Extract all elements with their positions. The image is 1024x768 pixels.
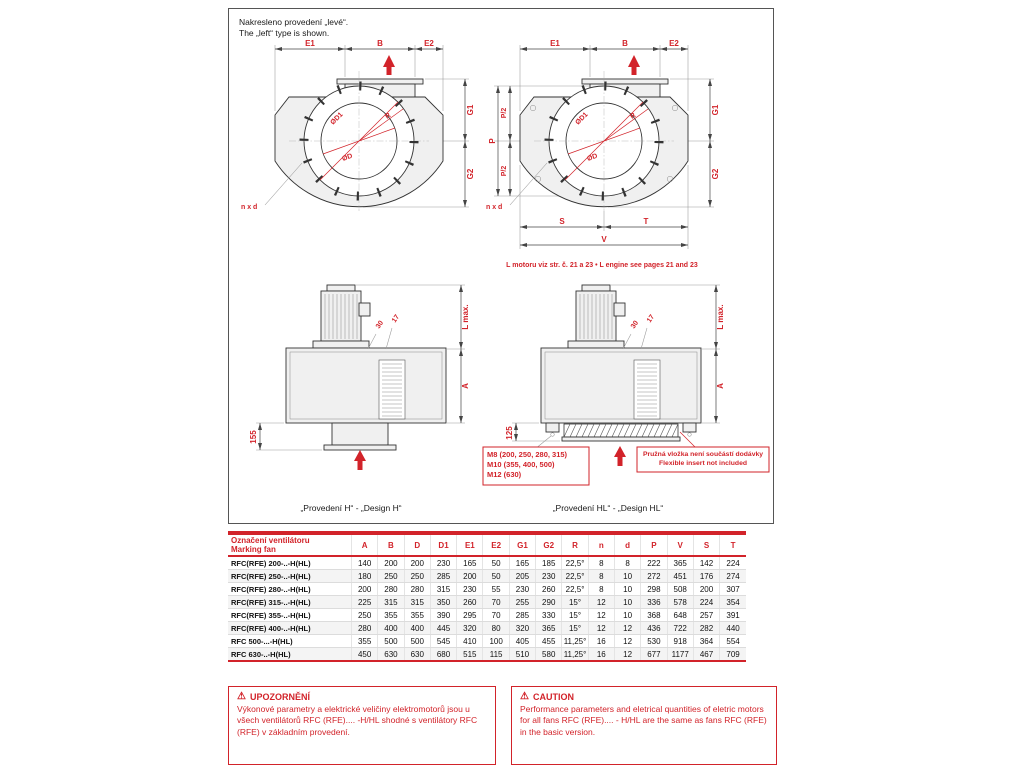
dim-value: 580 — [536, 648, 562, 662]
dim-label-g1: G1 — [711, 104, 720, 116]
fan-name: RFC 630-..-H(HL) — [228, 648, 352, 662]
motor — [568, 285, 625, 348]
dim-label-g1: G1 — [466, 104, 475, 116]
table-row — [228, 622, 746, 635]
dim-value: 709 — [720, 648, 746, 662]
fan-name: RFC(RFE) 250-..-H(HL) — [228, 570, 352, 583]
dim-value: 500 — [404, 635, 430, 648]
fan-name: RFC(RFE) 355-..-H(HL) — [228, 609, 352, 622]
dim-value: 12 — [588, 596, 614, 609]
dim-value: 12 — [614, 622, 640, 635]
dim-label-b: B — [622, 39, 628, 48]
dim-value: 22,5° — [562, 570, 588, 583]
dim-value: 12 — [614, 635, 640, 648]
dim-value: 22,5° — [562, 583, 588, 596]
dim-value: 554 — [720, 635, 746, 648]
dim-value: 115 — [483, 648, 509, 662]
bolt-note-line3: M12 (630) — [487, 470, 522, 479]
dim-value: 70 — [483, 596, 509, 609]
dim-value: 400 — [404, 622, 430, 635]
dim-value: 10 — [614, 570, 640, 583]
dim-value: 285 — [430, 570, 456, 583]
dim-value: 391 — [720, 609, 746, 622]
dim-value: 315 — [378, 596, 404, 609]
dim-label-e2: E2 — [424, 39, 434, 48]
dim-label-d1: ØD1 — [574, 111, 590, 127]
column-header-d: D — [404, 533, 430, 556]
airflow-arrow-icon — [614, 446, 626, 466]
dim-value: 16 — [588, 635, 614, 648]
dim-value: 648 — [667, 609, 693, 622]
bolt-note-line1: M8 (200, 250, 280, 315) — [487, 450, 568, 459]
dim-value: 176 — [693, 570, 719, 583]
dim-value: 50 — [483, 570, 509, 583]
dim-label-nxd: n x d — [486, 204, 503, 211]
dim-value: 282 — [693, 622, 719, 635]
dim-value: 354 — [720, 596, 746, 609]
dim-value: 165 — [457, 556, 483, 570]
dim-label-30: 30 — [629, 319, 641, 331]
dim-value: 1177 — [667, 648, 693, 662]
dim-value: 12 — [588, 622, 614, 635]
column-header-v: V — [667, 533, 693, 556]
column-header-r: R — [562, 533, 588, 556]
dim-value: 295 — [457, 609, 483, 622]
dim-label-d1: ØD1 — [329, 111, 345, 127]
dim-value: 410 — [457, 635, 483, 648]
dim-label-125: 125 — [505, 426, 514, 440]
fan-housing-top-view — [275, 55, 443, 211]
dim-value: 274 — [720, 570, 746, 583]
dim-value: 315 — [430, 583, 456, 596]
dim-value: 225 — [352, 596, 378, 609]
warning-box-cz — [228, 686, 496, 765]
dim-value: 545 — [430, 635, 456, 648]
dim-value: 142 — [693, 556, 719, 570]
fan-housing-top-view — [520, 55, 688, 211]
dim-label-r: R — [384, 112, 393, 121]
dim-value: 230 — [430, 556, 456, 570]
dim-label-e1: E1 — [550, 39, 560, 48]
fan-name: RFC(RFE) 200-..-H(HL) — [228, 556, 352, 570]
dim-label-17: 17 — [645, 313, 657, 325]
side-view-design-h — [249, 285, 470, 470]
column-header-p: P — [641, 533, 667, 556]
dim-label-p-half: P/2 — [501, 107, 508, 119]
dim-value: 677 — [641, 648, 667, 662]
fan-name: RFC 500-...-H(HL) — [228, 635, 352, 648]
bolt-note-line2: M10 (355, 400, 500) — [487, 460, 555, 469]
dim-value: 530 — [641, 635, 667, 648]
dim-label-e1: E1 — [305, 39, 315, 48]
dim-value: 224 — [693, 596, 719, 609]
dim-value: 200 — [404, 556, 430, 570]
dim-value: 180 — [352, 570, 378, 583]
dim-value: 230 — [509, 583, 535, 596]
flexible-insert-note — [637, 447, 769, 472]
warning-body-cz: Výkonové parametry a elektrické veličiny elektromotorů jsou u všech ventilátorů RFC (RFE).... -H/HL shodné s ventilátory RFC (RFE) v základním provedení. — [237, 704, 478, 737]
dim-value: 722 — [667, 622, 693, 635]
table-row — [228, 609, 746, 622]
dim-value: 280 — [404, 583, 430, 596]
insert-note-en: Flexible insert not included — [659, 460, 747, 467]
warning-title-en: CAUTION — [532, 692, 574, 702]
dim-value: 257 — [693, 609, 719, 622]
dim-value: 500 — [378, 635, 404, 648]
dim-value: 12 — [588, 609, 614, 622]
dim-value: 365 — [667, 556, 693, 570]
dim-label-e2: E2 — [669, 39, 679, 48]
dim-label-v: V — [601, 235, 607, 244]
dim-value: 230 — [536, 570, 562, 583]
dim-value: 630 — [404, 648, 430, 662]
fan-name: RFC(RFE) 315-..-H(HL) — [228, 596, 352, 609]
column-header-d1: D1 — [430, 533, 456, 556]
dimension-table — [228, 531, 746, 662]
dim-value: 272 — [641, 570, 667, 583]
dim-label-d: ØD — [341, 152, 354, 163]
dim-value: 8 — [588, 556, 614, 570]
airflow-arrow-icon — [354, 450, 366, 470]
dim-value: 230 — [457, 583, 483, 596]
dim-value: 70 — [483, 609, 509, 622]
dim-label-nxd: n x d — [241, 204, 258, 211]
table-header-row — [228, 533, 746, 556]
dim-value: 680 — [430, 648, 456, 662]
dim-label-lmax: L max. — [716, 304, 725, 330]
column-header-g1: G1 — [509, 533, 535, 556]
dim-value: 200 — [457, 570, 483, 583]
insert-note-cz: Pružná vložka není součástí dodávky — [642, 451, 764, 458]
column-header-t: T — [720, 533, 746, 556]
dim-value: 10 — [614, 583, 640, 596]
dim-value: 8 — [588, 570, 614, 583]
dim-label-b: B — [377, 39, 383, 48]
dim-value: 205 — [509, 570, 535, 583]
dim-label-17: 17 — [390, 313, 402, 325]
dim-value: 307 — [720, 583, 746, 596]
dim-value: 320 — [509, 622, 535, 635]
column-header-e2: E2 — [483, 533, 509, 556]
dim-value: 405 — [509, 635, 535, 648]
dim-label-p: P — [488, 138, 497, 144]
dim-value: 165 — [509, 556, 535, 570]
dim-value: 8 — [614, 556, 640, 570]
dim-label-lmax: L max. — [461, 304, 470, 330]
dim-value: 12 — [614, 648, 640, 662]
dim-value: 250 — [404, 570, 430, 583]
dim-value: 10 — [614, 609, 640, 622]
dim-value: 290 — [536, 596, 562, 609]
bolt-size-note — [483, 447, 589, 485]
dim-value: 510 — [509, 648, 535, 662]
warning-triangle-icon: ⚠ — [237, 691, 246, 702]
table-row — [228, 635, 746, 648]
column-header-b: B — [378, 533, 404, 556]
dim-label-d: ØD — [586, 152, 599, 163]
dim-value: 350 — [430, 596, 456, 609]
dim-value: 200 — [378, 556, 404, 570]
technical-drawing — [229, 9, 773, 523]
table-row — [228, 556, 746, 570]
airflow-arrow-icon — [383, 55, 395, 75]
dim-value: 508 — [667, 583, 693, 596]
drawing-note-en: The „left“ type is shown. — [239, 28, 330, 38]
column-header-s: S — [693, 533, 719, 556]
dim-value: 140 — [352, 556, 378, 570]
engine-note: L motoru viz str. č. 21 a 23 • L engine see pages 21 and 23 — [506, 262, 698, 269]
column-header-a: A — [352, 533, 378, 556]
column-header-g2: G2 — [536, 533, 562, 556]
dim-label-30: 30 — [374, 319, 386, 331]
dim-value: 320 — [457, 622, 483, 635]
dim-value: 255 — [509, 596, 535, 609]
base-with-flexible-insert — [546, 423, 696, 441]
motor — [313, 285, 370, 348]
table-row — [228, 583, 746, 596]
column-header-n: n — [588, 533, 614, 556]
top-view-left — [241, 39, 475, 211]
caption-design-h: „Provedení H“ - „Design H“ — [300, 503, 402, 513]
dim-value: 50 — [483, 556, 509, 570]
dim-value: 15° — [562, 622, 588, 635]
dim-value: 200 — [693, 583, 719, 596]
fan-name: RFC(RFE) 400-..-H(HL) — [228, 622, 352, 635]
dim-label-s: S — [559, 217, 565, 226]
dim-value: 285 — [509, 609, 535, 622]
dim-value: 630 — [378, 648, 404, 662]
dim-label-155: 155 — [249, 430, 258, 444]
dim-value: 368 — [641, 609, 667, 622]
dim-value: 185 — [536, 556, 562, 570]
warning-body-en: Performance parameters and eletrical quantities of eletric motors for all fans RFC (RFE).... - H/HL are the same as fans RFC (RFE) in the basic version. — [520, 704, 767, 737]
caption-design-hl: „Provedení HL“ - „Design HL“ — [552, 503, 664, 513]
dim-value: 451 — [667, 570, 693, 583]
dim-label-g2: G2 — [711, 168, 720, 180]
dim-value: 280 — [352, 622, 378, 635]
fan-housing-side-view — [541, 348, 701, 423]
fan-name: RFC(RFE) 280-..-H(HL) — [228, 583, 352, 596]
dim-label-t: T — [643, 217, 649, 226]
column-header-e1: E1 — [457, 533, 483, 556]
dim-value: 80 — [483, 622, 509, 635]
dim-value: 355 — [404, 609, 430, 622]
dim-value: 222 — [641, 556, 667, 570]
dim-value: 355 — [378, 609, 404, 622]
dim-value: 330 — [536, 609, 562, 622]
dim-value: 11,25° — [563, 636, 587, 646]
dim-value: 15° — [562, 596, 588, 609]
dim-value: 364 — [693, 635, 719, 648]
dim-label-a: A — [716, 383, 725, 389]
dim-value: 365 — [536, 622, 562, 635]
dim-label-g2: G2 — [466, 168, 475, 180]
dim-value: 15° — [562, 609, 588, 622]
dim-value: 440 — [720, 622, 746, 635]
table-row — [228, 596, 746, 609]
dim-label-a: A — [461, 383, 470, 389]
dim-value: 315 — [404, 596, 430, 609]
drawing-panel — [228, 8, 774, 524]
dim-value: 390 — [430, 609, 456, 622]
dim-value: 8 — [588, 583, 614, 596]
warning-box-en — [511, 686, 777, 765]
dim-value: 467 — [693, 648, 719, 662]
dim-value: 250 — [378, 570, 404, 583]
dim-value: 200 — [352, 583, 378, 596]
column-header-d: d — [614, 533, 640, 556]
dim-value: 455 — [536, 635, 562, 648]
dim-value: 578 — [667, 596, 693, 609]
table-title — [228, 533, 352, 556]
dim-value: 10 — [614, 596, 640, 609]
dim-value: 11,25° — [562, 648, 588, 662]
dim-value: 918 — [667, 635, 693, 648]
top-view-right — [486, 39, 720, 249]
drawing-note-cz: Nakresleno provedení „levé“. — [239, 17, 349, 27]
dim-value: 16 — [588, 648, 614, 662]
dim-value: 22,5° — [562, 556, 588, 570]
dim-value: 336 — [641, 596, 667, 609]
side-view-design-hl — [505, 285, 725, 466]
warning-title-cz: UPOZORNĚNÍ — [249, 692, 310, 702]
dim-value: 250 — [352, 609, 378, 622]
dim-value: 355 — [352, 635, 378, 648]
dim-label-r: R — [629, 112, 638, 121]
warning-title-row — [520, 692, 768, 702]
dim-value: 100 — [483, 635, 509, 648]
warning-title-row — [237, 692, 487, 702]
dim-value: 445 — [430, 622, 456, 635]
dim-value: 55 — [483, 583, 509, 596]
dim-value: 260 — [536, 583, 562, 596]
table-row — [228, 570, 746, 583]
table-row — [228, 648, 746, 662]
dim-value: 260 — [457, 596, 483, 609]
dim-value: 400 — [378, 622, 404, 635]
dim-value: 298 — [641, 583, 667, 596]
dim-value: 450 — [352, 648, 378, 662]
dim-value: 224 — [720, 556, 746, 570]
dim-label-p-half: P/2 — [501, 165, 508, 177]
table-title-en: Marking fan — [231, 545, 276, 554]
dim-value: 436 — [641, 622, 667, 635]
fan-housing-side-view — [286, 348, 446, 450]
dim-value: 515 — [457, 648, 483, 662]
warning-triangle-icon: ⚠ — [520, 691, 529, 702]
table-title-cz: Označení ventilátoru — [231, 536, 310, 545]
dim-value: 280 — [378, 583, 404, 596]
airflow-arrow-icon — [628, 55, 640, 75]
